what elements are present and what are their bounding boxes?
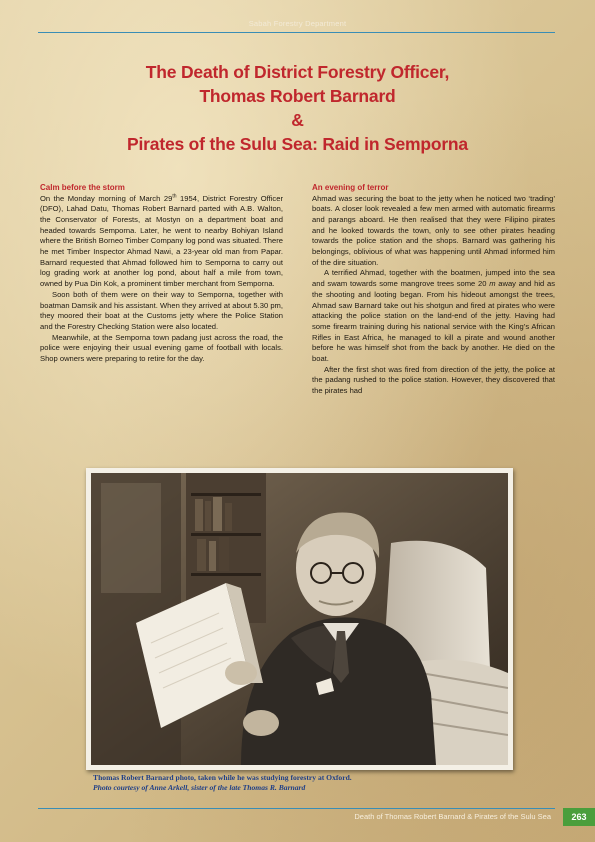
running-header: Sabah Forestry Department [248,19,347,28]
caption-credit: Photo courtesy of Anne Arkell, sister of the late Thomas R. Barnard [93,783,306,792]
right-paragraph-2: A terrified Ahmad, together with the boatmen, jumped into the sea and swam towards some mangrove trees some 20 m away and hid as the shooting and looting began. From his hideout amongst the trees, Ahmad saw Barnard take out his shotgun and fired at pirates who were attacking the police station on the land-end of the jetty. Having had some firearm training during his national service with the King’s African Rifles in East Africa, he managed to kill a pirate and wound another before he was himself shot from the back by another. He died on the boat. [312,268,555,364]
caption-line-1: Thomas Robert Barnard photo, taken while he was studying forestry at Oxford. [93,773,352,782]
left-column [40,183,283,365]
title-line-4: Pirates of the Sulu Sea: Raid in Semporna [127,134,468,154]
section-heading-calm: Calm before the storm [40,183,125,192]
left-paragraph-1: On the Monday morning of March 29th 1954, District Forestry Officer (DFO), Lahad Datu, Thomas Robert Barnard parted with A.B. Walton, the Conservator of Forests, at Mostyn on a department boat and headed towards Semporna. Later, he went to nearby Bohiyan Island where the British Borneo Timber Company log pond was situated. There he met Timber Inspector Ahmad Nawi, a 23-year old man from Papar. Barnard requested that Ahmad followed him to Semporna to carry out log grading work at another log pond, about half a mile from town, owned by Pua Din Kok, a prominent timber merchant from Semporna. [40,192,283,289]
title-line-3: & [291,110,304,130]
right-column [312,183,555,397]
page-number-badge: 263 [563,808,595,826]
photo-caption [93,773,513,793]
left-paragraph-2: Soon both of them were on their way to Semporna, together with boatman Damsik and his assistant. When they arrived at about 5.30 pm, they moored their boat at the Customs jetty where the Police Station and the Forestry Checking Station were also located. [40,289,283,331]
photo-frame [86,468,513,770]
title-line-1: The Death of District Forestry Officer, [145,62,450,82]
right-paragraph-3: After the first shot was fired from direction of the jetty, the police at the padang rushed to the police station. However, they discovered that the pirates had [312,364,555,396]
section-heading-terror: An evening of terror [312,183,389,192]
footer-rule [38,808,555,809]
running-footer: Death of Thomas Robert Barnard & Pirates of the Sulu Sea [354,812,551,821]
right-paragraph-1: Ahmad was securing the boat to the jetty when he noticed two ‘trading’ boats. A closer look revealed a few men armed with automatic firearms and parangs aboard. He then realised that they were Filipino pirates and he looked towards the town, only to see other pirates heading towards the police station and the shops. Barnard was gathering his belongings, oblivious of what was happening until Ahmad informed him of the dire situation. [312,193,555,267]
portrait-illustration [91,473,508,765]
left-paragraph-3: Meanwhile, at the Semporna town padang just across the road, the police were enjoying their usual evening game of football with locals. Shop owners were preparing to retire for the day. [40,332,283,364]
title-line-2: Thomas Robert Barnard [199,86,396,106]
article-title [40,60,555,156]
header-rule [38,32,555,33]
portrait-photo [91,473,508,765]
